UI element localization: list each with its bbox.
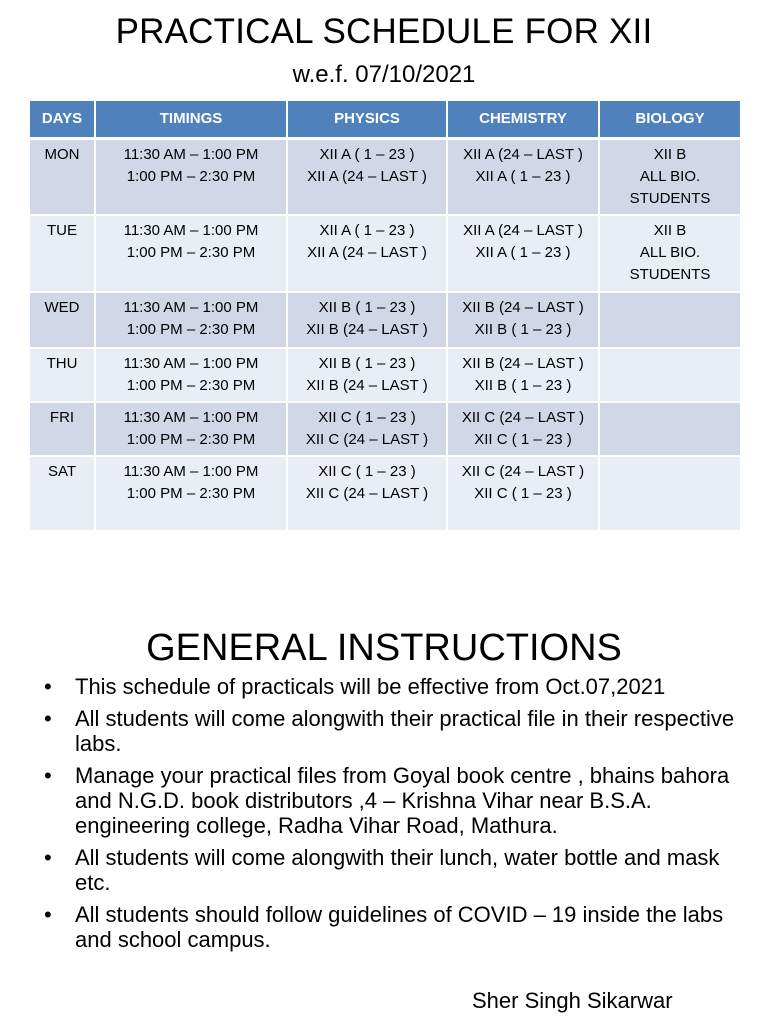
instructions-list — [44, 674, 744, 959]
cell-day: FRI — [30, 402, 95, 456]
signature-name: Sher Singh Sikarwar — [472, 988, 673, 1013]
list-item — [44, 706, 744, 756]
bullet: • — [44, 902, 52, 927]
table-header-row — [30, 101, 741, 139]
table-row — [30, 402, 741, 456]
list-item — [44, 845, 744, 895]
cell-chemistry: XII A (24 – LAST ) XII A ( 1 – 23 ) — [447, 215, 599, 292]
table-row — [30, 215, 741, 292]
instruction-text: All students will come alongwith their lunch, water bottle and mask etc. — [75, 845, 720, 895]
header-chemistry: CHEMISTRY — [447, 101, 599, 139]
cell-physics: XII C ( 1 – 23 ) XII C (24 – LAST ) — [287, 456, 447, 531]
schedule-table — [30, 101, 742, 532]
cell-chemistry: XII C (24 – LAST ) XII C ( 1 – 23 ) — [447, 402, 599, 456]
cell-physics: XII B ( 1 – 23 ) XII B (24 – LAST ) — [287, 292, 447, 348]
cell-biology: XII B ALL BIO. STUDENTS — [599, 215, 741, 292]
cell-chemistry: XII C (24 – LAST ) XII C ( 1 – 23 ) — [447, 456, 599, 531]
cell-timings: 11:30 AM – 1:00 PM 1:00 PM – 2:30 PM — [95, 348, 287, 402]
cell-biology: XII B ALL BIO. STUDENTS — [599, 139, 741, 215]
cell-chemistry: XII B (24 – LAST ) XII B ( 1 – 23 ) — [447, 292, 599, 348]
header-timings: TIMINGS — [95, 101, 287, 139]
instruction-text: This schedule of practicals will be effective from Oct.07,2021 — [75, 674, 666, 699]
cell-biology — [599, 348, 741, 402]
page-title: PRACTICAL SCHEDULE FOR XII — [115, 12, 653, 51]
cell-biology — [599, 456, 741, 531]
cell-timings: 11:30 AM – 1:00 PM 1:00 PM – 2:30 PM — [95, 215, 287, 292]
cell-physics: XII B ( 1 – 23 ) XII B (24 – LAST ) — [287, 348, 447, 402]
cell-timings: 11:30 AM – 1:00 PM 1:00 PM – 2:30 PM — [95, 139, 287, 215]
cell-timings: 11:30 AM – 1:00 PM 1:00 PM – 2:30 PM — [95, 402, 287, 456]
instruction-text: All students will come alongwith their practical file in their respective labs. — [75, 706, 735, 756]
cell-day: MON — [30, 139, 95, 215]
bullet: • — [44, 763, 52, 788]
cell-timings: 11:30 AM – 1:00 PM 1:00 PM – 2:30 PM — [95, 456, 287, 531]
header-days: DAYS — [30, 101, 95, 139]
bullet: • — [44, 674, 52, 699]
cell-biology — [599, 402, 741, 456]
table-row — [30, 456, 741, 531]
cell-day: THU — [30, 348, 95, 402]
table-row — [30, 292, 741, 348]
cell-physics: XII C ( 1 – 23 ) XII C (24 – LAST ) — [287, 402, 447, 456]
header-physics: PHYSICS — [287, 101, 447, 139]
bullet: • — [44, 706, 52, 731]
header-biology: BIOLOGY — [599, 101, 741, 139]
list-item — [44, 902, 744, 952]
bullet: • — [44, 845, 52, 870]
cell-day: TUE — [30, 215, 95, 292]
cell-biology — [599, 292, 741, 348]
cell-chemistry: XII A (24 – LAST ) XII A ( 1 – 23 ) — [447, 139, 599, 215]
instruction-text: All students should follow guidelines of COVID – 19 inside the labs and school campus. — [75, 902, 724, 952]
list-item — [44, 763, 744, 838]
page-subtitle: w.e.f. 07/10/2021 — [292, 61, 476, 88]
cell-day: SAT — [30, 456, 95, 531]
cell-timings: 11:30 AM – 1:00 PM 1:00 PM – 2:30 PM — [95, 292, 287, 348]
instruction-text: Manage your practical files from Goyal book centre , bhains bahora and N.G.D. book distributors ,4 – Krishna Vihar near B.S.A. engineering college, Radha Vihar Road, Mathura. — [75, 763, 730, 838]
instructions-heading: GENERAL INSTRUCTIONS — [146, 627, 622, 669]
cell-physics: XII A ( 1 – 23 ) XII A (24 – LAST ) — [287, 139, 447, 215]
cell-physics: XII A ( 1 – 23 ) XII A (24 – LAST ) — [287, 215, 447, 292]
table-row — [30, 348, 741, 402]
cell-chemistry: XII B (24 – LAST ) XII B ( 1 – 23 ) — [447, 348, 599, 402]
cell-day: WED — [30, 292, 95, 348]
table-row — [30, 139, 741, 215]
list-item — [44, 674, 744, 699]
